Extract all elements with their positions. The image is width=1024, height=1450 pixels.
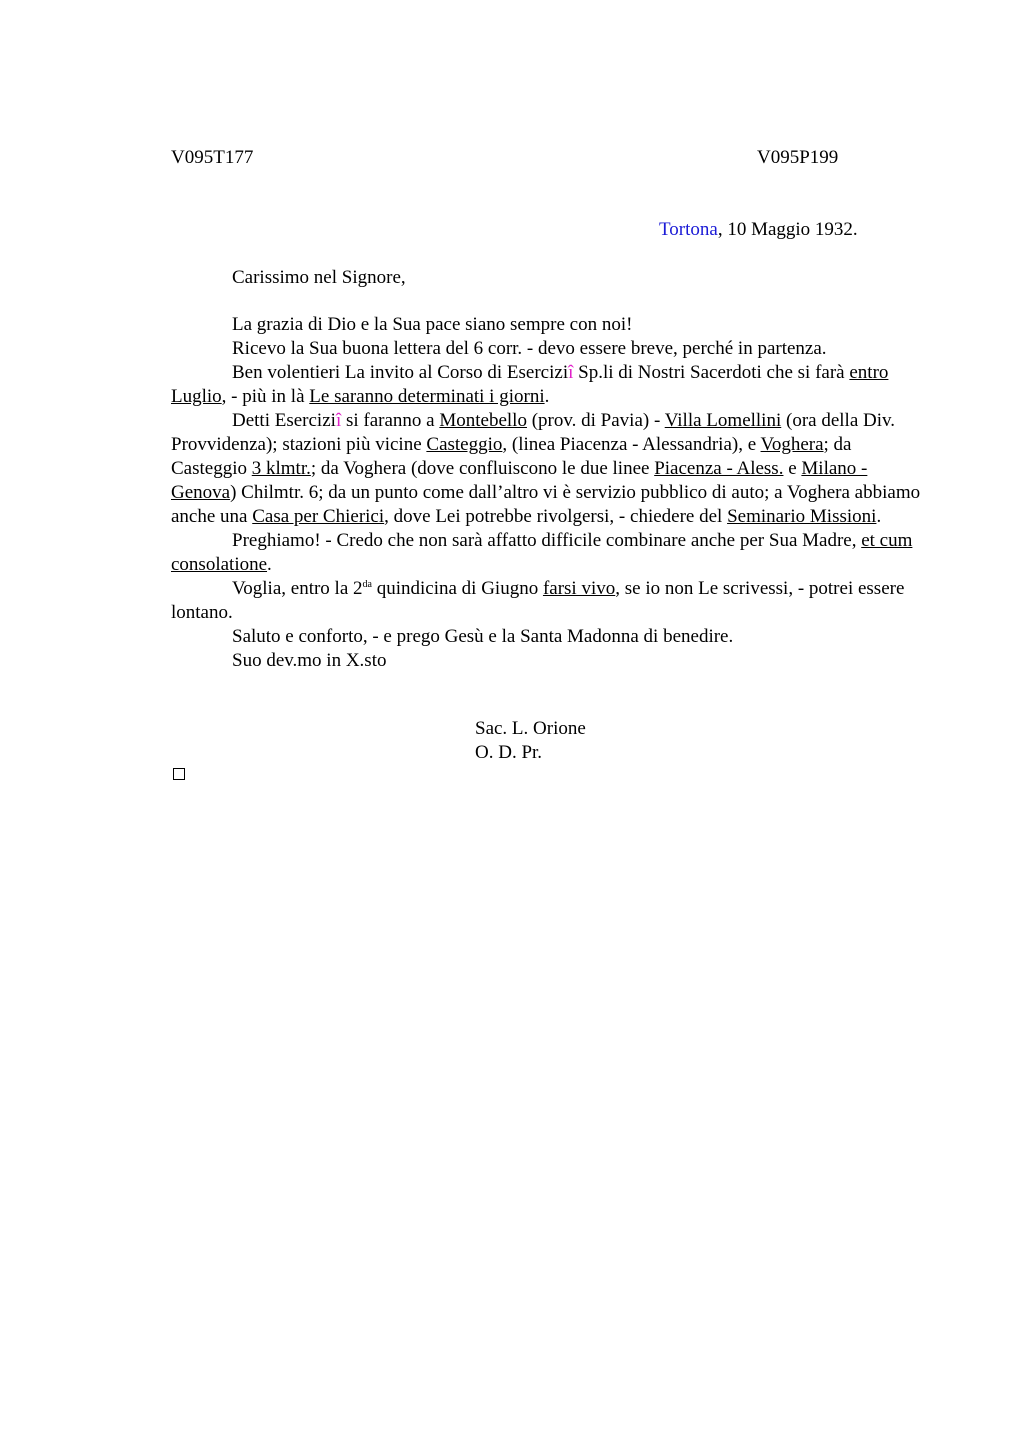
paragraph-8: Suo dev.mo in X.sto xyxy=(232,650,387,671)
paragraph-2: Ricevo la Sua buona lettera del 6 corr. - devo essere breve, perché in partenza. xyxy=(232,338,827,359)
p3-text-b: Sp.li di Nostri Sacerdoti che si farà xyxy=(573,362,850,383)
p4-text-e: , (linea Piacenza - Alessandria), e xyxy=(502,434,761,455)
p4-underline-5: 3 klmtr. xyxy=(251,458,311,479)
p4-text-g: ; da Voghera (dove confluiscono le due linee xyxy=(310,458,655,479)
p4-text-a: Detti Esercizi xyxy=(232,410,336,431)
dateline-date: , 10 Maggio 1932. xyxy=(717,219,858,240)
p4-underline-4: Voghera xyxy=(760,434,824,455)
p4-underline-3: Casteggio xyxy=(426,434,503,455)
salutation: Carissimo nel Signore, xyxy=(232,267,406,288)
paragraph-1: La grazia di Dio e la Sua pace siano sempre con noi! xyxy=(232,314,633,335)
p4-underline-8: Casa per Chierici xyxy=(252,506,385,527)
dateline-place: Tortona xyxy=(659,219,718,240)
p3-text-a: Ben volentieri La invito al Corso di Esercizi xyxy=(232,362,569,383)
p4-underline-1: Montebello xyxy=(439,410,527,431)
p6-text-b: quindicina di Giugno xyxy=(371,578,543,599)
p4-text-f: ; da Casteggio xyxy=(171,434,852,479)
p3-text-d: . xyxy=(544,386,550,407)
p6-text-c: , se io non Le scrivessi, - potrei essere lontano. xyxy=(171,578,905,623)
letter-body xyxy=(171,313,931,673)
paragraph-5 xyxy=(171,529,931,577)
paragraph-6 xyxy=(171,577,931,625)
p4-accent-char: î xyxy=(335,410,342,431)
p4-text-b: si faranno a xyxy=(341,410,440,431)
signature-block xyxy=(475,717,586,765)
paragraph-7: Saluto e conforto, - e prego Gesù e la Santa Madonna di benedire. xyxy=(232,626,734,647)
p6-text-a: Voglia, entro la 2 xyxy=(232,578,363,599)
p6-underline-1: farsi vivo xyxy=(542,578,616,599)
p4-underline-6: Piacenza - Aless. xyxy=(654,458,784,479)
p4-text-d: (ora della Div. Provvidenza); stazioni più vicine xyxy=(171,410,896,455)
p4-underline-7: Milano - Genova xyxy=(171,458,868,503)
signature-title: O. D. Pr. xyxy=(475,742,543,763)
p3-underline-2: Le saranno determinati i giorni xyxy=(309,386,545,407)
p4-underline-9: Seminario Missioni xyxy=(727,506,877,527)
p3-underline-1: entro Luglio xyxy=(171,362,889,407)
checkbox-square-icon xyxy=(173,768,185,780)
p5-text-b: . xyxy=(267,554,272,575)
signature-name: Sac. L. Orione xyxy=(475,718,586,739)
p5-text-a: Preghiamo! - Credo che non sarà affatto difficile combinare anche per Sua Madre, xyxy=(232,530,862,551)
p3-accent-char: î xyxy=(568,362,574,383)
p4-text-i: ) Chilmtr. 6; da un punto come dall’altro vi è servizio pubblico di auto; a Voghera abbiamo anche una xyxy=(171,482,921,527)
p5-underline-1: et cum consolatione xyxy=(171,530,913,575)
p6-superscript: da xyxy=(362,579,372,590)
document-code-right: V095P199 xyxy=(757,147,839,168)
p4-text-j: , dove Lei potrebbe rivolgersi, - chiedere del xyxy=(384,506,728,527)
p4-underline-2: Villa Lomellini xyxy=(664,410,782,431)
paragraph-3 xyxy=(171,361,931,409)
p4-text-k: . xyxy=(876,506,882,527)
dateline xyxy=(659,218,858,242)
paragraph-4 xyxy=(171,409,931,529)
p4-text-c: (prov. di Pavia) - xyxy=(526,410,665,431)
document-code-left: V095T177 xyxy=(171,147,254,168)
p4-text-h: e xyxy=(783,458,802,479)
p3-text-c: , - più in là xyxy=(221,386,310,407)
